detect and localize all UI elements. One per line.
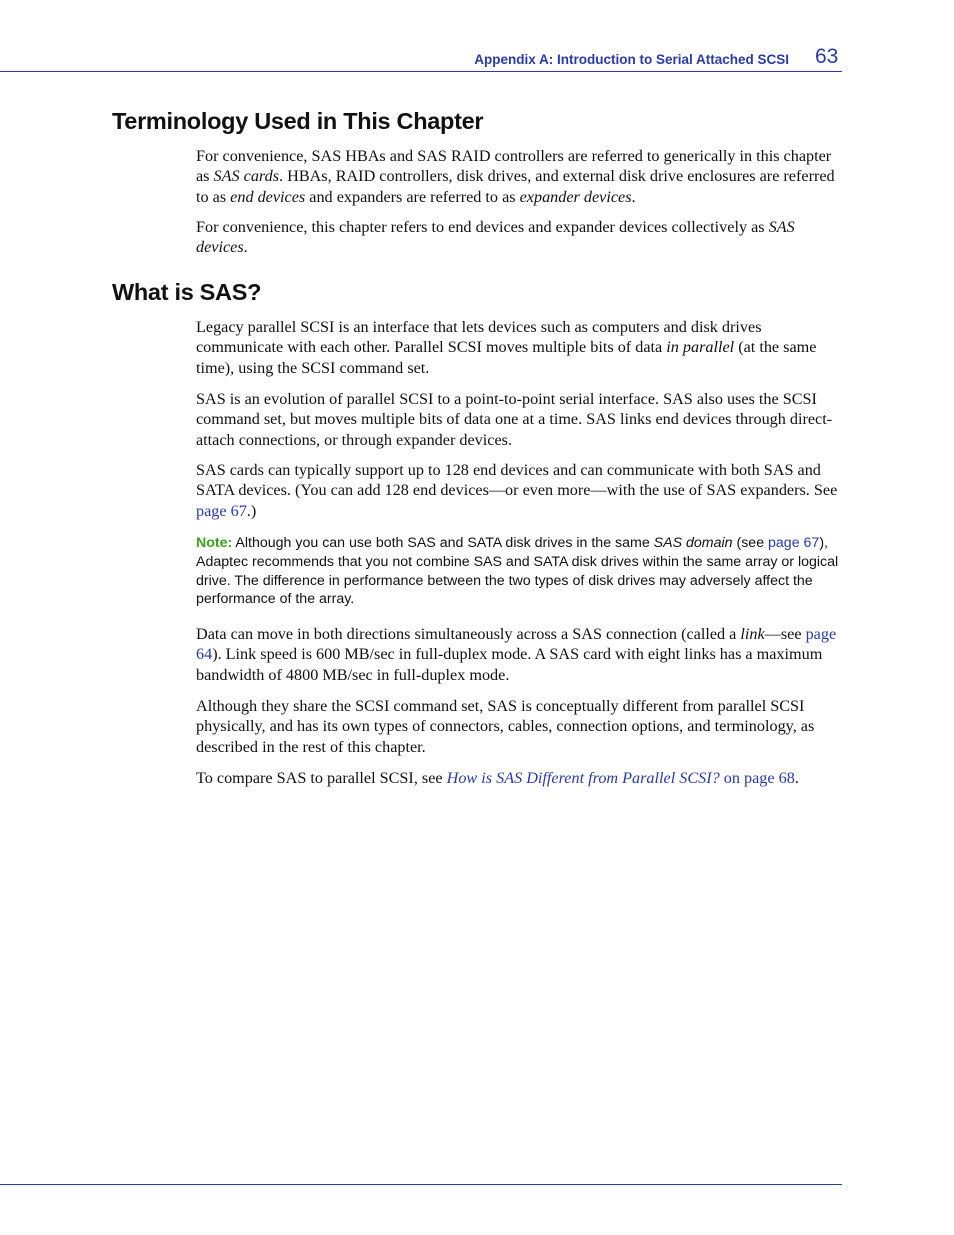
note-link-page-67[interactable]: page 67 (768, 535, 820, 551)
paragraph-sas-2: SAS is an evolution of parallel SCSI to a point-to-point serial interface. SAS also uses the SCSI command set, but moves multiple bits of data one at a time. SAS links end devices through direct-attach connections, or through expander devices. (196, 390, 833, 449)
paragraph-sas-5: Although they share the SCSI command set, SAS is conceptually different from parallel SCSI physically, and has its own types of connectors, cables, connection options, and terminology, as described in the rest of this chapter. (196, 697, 815, 756)
footer-rule (0, 1184, 842, 1185)
paragraph-sas-3: SAS cards can typically support up to 128 end devices and can communicate with both SAS and SATA devices. (You can add 128 end devices—or even more—with the use of SAS expanders. See page 67.) (196, 461, 838, 520)
paragraph-sas-6: To compare SAS to parallel SCSI, see How is SAS Different from Parallel SCSI? on page 68. (196, 769, 799, 787)
paragraph-sas-4: Data can move in both directions simultaneously across a SAS connection (called a link—see page 64). Link speed is 600 MB/sec in full-duplex mode. A SAS card with eight links has a maximum bandwidth of 4800 MB/sec in full-duplex mode. (196, 625, 837, 684)
paragraph-sas-1: Legacy parallel SCSI is an interface that lets devices such as computers and disk drives communicate with each other. Parallel SCSI moves multiple bits of data in parallel (at the same time), using the SCSI command set. (196, 318, 817, 377)
section-heading-what-is-sas: What is SAS? (112, 279, 262, 305)
running-header-chapter: Appendix A: Introduction to Serial Attached SCSI (474, 52, 789, 67)
paragraph-terminology-2: For convenience, this chapter refers to end devices and expander devices collectively as SAS devices. (196, 218, 795, 257)
link-page-64[interactable]: page 64 (196, 625, 837, 664)
note-label: Note: (196, 535, 233, 551)
link-how-is-sas-different[interactable]: How is SAS Different from Parallel SCSI? on page 68 (446, 769, 795, 787)
note-block: Note: Although you can use both SAS and SATA disk drives in the same SAS domain (see page 67), Adaptec recommends that you not combine SAS and SATA disk drives within the same array or logical drive. The difference in performance between the two types of disk drives may adversely affect the performance of the array. (196, 535, 839, 608)
paragraph-terminology-1: For convenience, SAS HBAs and SAS RAID controllers are referred to generically in this chapter as SAS cards. HBAs, RAID controllers, disk drives, and external disk drive enclosures are referred to as end devices and expanders are referred to as expander devices. (196, 147, 835, 206)
page-number: 63 (815, 45, 839, 68)
link-page-67[interactable]: page 67 (196, 501, 247, 520)
header-rule (0, 71, 842, 72)
section-heading-terminology: Terminology Used in This Chapter (112, 108, 484, 134)
